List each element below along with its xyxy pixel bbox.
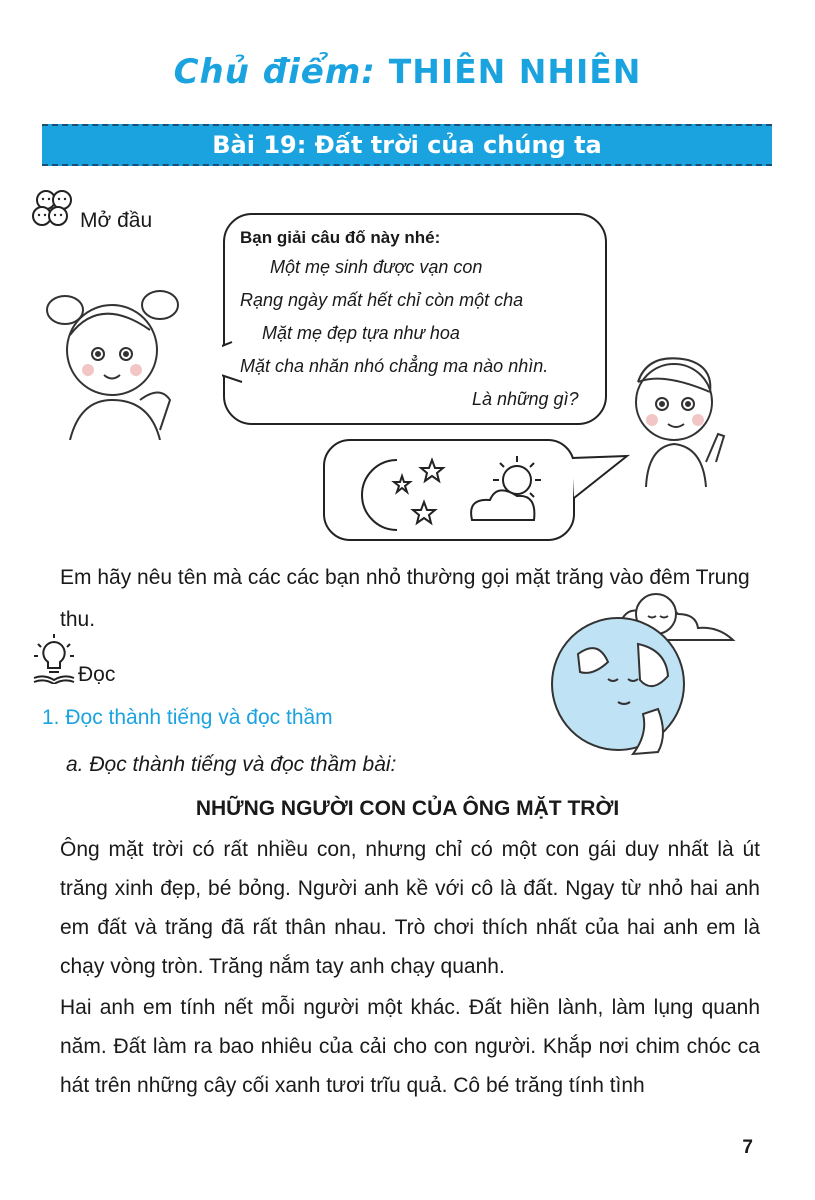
theme-prefix: Chủ điểm: bbox=[173, 52, 376, 92]
reading-sub-heading: a. Đọc thành tiếng và đọc thầm bài: bbox=[66, 753, 397, 776]
boy-illustration bbox=[618, 352, 738, 497]
intro-label: Mở đầu bbox=[80, 209, 153, 232]
riddle-intro: Bạn giải câu đố này nhé: bbox=[240, 228, 441, 247]
lesson-title: Bài 19: Đất trời của chúng ta bbox=[212, 131, 602, 159]
earth-moon-illustration bbox=[548, 584, 748, 769]
riddle-line-2: Rạng ngày mất hết chỉ còn một cha bbox=[240, 290, 524, 310]
lightbulb-book-icon bbox=[32, 634, 76, 684]
page-number: 7 bbox=[742, 1137, 753, 1158]
answer-bubble bbox=[322, 438, 642, 549]
girl-illustration bbox=[40, 290, 220, 445]
riddle-question: Là những gì? bbox=[472, 389, 579, 409]
riddle-line-4: Mặt cha nhăn nhó chẳng ma nào nhìn. bbox=[240, 356, 549, 376]
intro-question: Em hãy nêu tên mà các các bạn nhỏ thường gọi mặt trăng vào đêm Trung thu. bbox=[60, 566, 750, 631]
story-paragraph-1: Ông mặt trời có rất nhiều con, nhưng chỉ có một con gái duy nhất là út trăng xinh đẹp, bé bỏng. Người anh kề với cô là đất. Ngay từ nhỏ hai anh em đất và trăng đã rất thân nhau. Trò chơi thích nhất của hai anh em là chạy vòng tròn. Trăng nắm tay anh chạy quanh. bbox=[60, 838, 760, 978]
story-title: NHỮNG NGƯỜI CON CỦA ÔNG MẶT TRỜI bbox=[195, 797, 620, 820]
reading-section-heading: 1. Đọc thành tiếng và đọc thầm bbox=[42, 706, 333, 729]
riddle-line-3: Mặt mẹ đẹp tựa như hoa bbox=[262, 323, 460, 343]
story-paragraph-2: Hai anh em tính nết mỗi người một khác. Đất hiền lành, làm lụng quanh năm. Đất làm ra bao nhiêu của cải cho con người. Khắp nơi chim chóc ca hát trên những cây cối xanh tươi trĩu quả. Cô bé trăng tính tình bbox=[60, 996, 760, 1097]
theme-name: THIÊN NHIÊN bbox=[388, 52, 642, 91]
lesson-banner bbox=[42, 124, 772, 166]
reading-label: Đọc bbox=[78, 663, 116, 686]
children-faces-icon bbox=[32, 188, 84, 228]
riddle-line-1: Một mẹ sinh được vạn con bbox=[270, 257, 483, 277]
theme-title bbox=[0, 52, 815, 92]
